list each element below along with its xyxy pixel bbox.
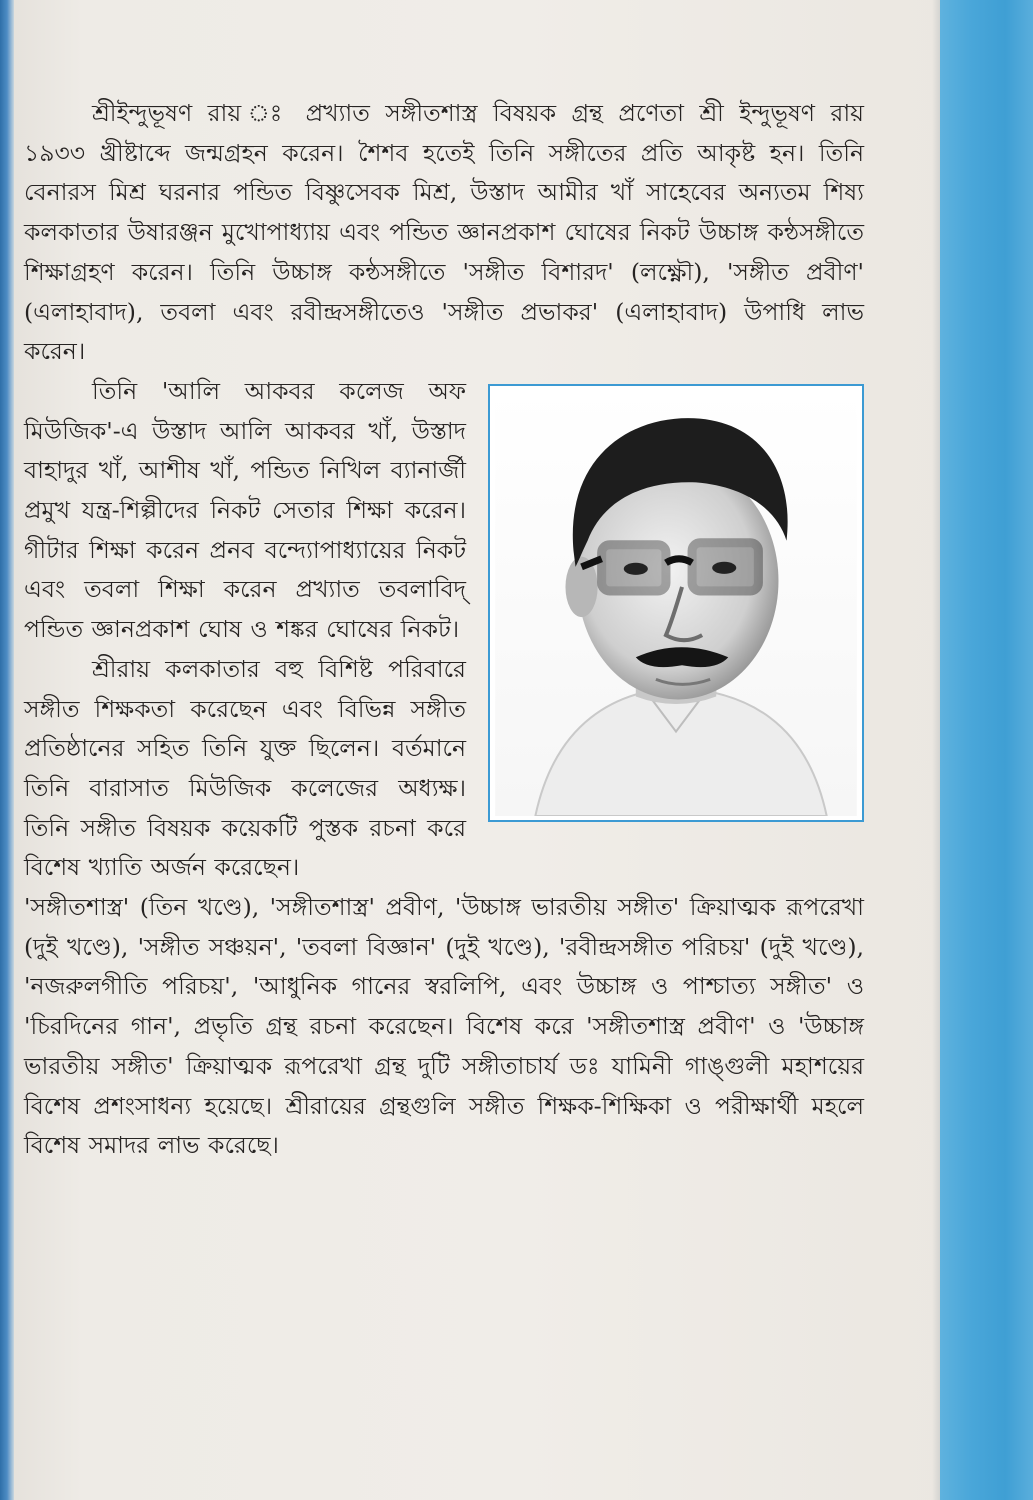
cover-left-edge xyxy=(0,0,14,1500)
bio-paragraph-4: 'সঙ্গীতশাস্ত্র' (তিন খণ্ডে), 'সঙ্গীতশাস্ত্র' প্রবীণ, 'উচ্চাঙ্গ ভারতীয় সঙ্গীত' ক্রিয়াত্মক রূপরেখা (দুই খণ্ডে), 'সঙ্গীত সঞ্চয়ন', 'তবলা বিজ্ঞান' (দুই খণ্ডে), 'রবীন্দ্রসঙ্গীত পরিচয়' (দুই খণ্ডে), 'নজরুলগীতি পরিচয়', 'আধুনিক গানের স্বরলিপি, এবং উচ্চাঙ্গ ও পাশ্চাত্য সঙ্গীত' ও 'চিরদিনের গান', প্রভৃতি গ্রন্থ রচনা করেছেন। বিশেষ করে 'সঙ্গীতশাস্ত্র প্রবীণ' ও 'উচ্চাঙ্গ ভারতীয় সঙ্গীত' ক্রিয়াত্মক রূপরেখা গ্রন্থ দুটি সঙ্গীতাচার্য ডঃ যামিনী গাঙ্গুলী মহাশয়ের বিশেষ প্রশংসাধন্য হয়েছে। শ্রীরায়ের গ্রন্থগুলি সঙ্গীত শিক্ষক-শিক্ষিকা ও পরীক্ষার্থী মহলে বিশেষ সমাদর লাভ করেছে। xyxy=(24,893,864,1160)
bio-paragraph-2: তিনি 'আলি আকবর কলেজ অফ মিউজিক'-এ উস্তাদ আলি আকবর খাঁ, উস্তাদ বাহাদুর খাঁ, আশীষ খাঁ, পন্ডিত নিখিল ব্যানার্জী প্রমুখ যন্ত্র-শিল্পীদের নিকট সেতার শিক্ষা করেন। গীটার শিক্ষা করেন প্রনব বন্দ্যোপাধ্যায়ের নিকট এবং তবলা শিক্ষা করেন প্রখ্যাত তবলাবিদ্ পন্ডিত জ্ঞানপ্রকাশ ঘোষ ও শঙ্কর ঘোষের নিকট। xyxy=(24,376,466,644)
bio-text-1: প্রখ্যাত সঙ্গীতশাস্ত্র বিষয়ক গ্রন্থ প্রণেতা শ্রী ইন্দুভূষণ রায় ১৯৩৩ খ্রীষ্টাব্দে জন্মগ্রহন করেন। শৈশব হতেই তিনি সঙ্গীতের প্রতি আকৃষ্ট হন। তিনি বেনারস মিশ্র ঘরনার পন্ডিত বিষ্ণুসেবক মিশ্র, উস্তাদ আমীর খাঁ সাহেবের অন্যতম শিষ্য কলকাতার উষারঞ্জন মুখোপাধ্যায় এবং পন্ডিত জ্ঞানপ্রকাশ ঘোষের নিকট উচ্চাঙ্গ কন্ঠসঙ্গীতে শিক্ষাগ্রহণ করেন। তিনি উচ্চাঙ্গ কন্ঠসঙ্গীতে 'সঙ্গীত বিশারদ' (লক্ষ্ণৌ), 'সঙ্গীত প্রবীণ' (এলাহাবাদ), তবলা এবং রবীন্দ্রসঙ্গীতেও 'সঙ্গীত প্রভাকর' (এলাহাবাদ) উপাধি লাভ করেন। xyxy=(24,99,864,366)
author-photo xyxy=(488,384,864,822)
bio-paragraph-3: শ্রীরায় কলকাতার বহু বিশিষ্ট পরিবারে সঙ্গীত শিক্ষকতা করেছেন এবং বিভিন্ন সঙ্গীত প্রতিষ্ঠানের সহিত তিনি যুক্ত ছিলেন। বর্তমানে তিনি বারাসাত মিউজিক কলেজের অধ্যক্ষ। তিনি সঙ্গীত বিষয়ক কয়েকটি পুস্তক রচনা করে বিশেষ খ্যাতি অর্জন করেছেন। xyxy=(24,654,466,882)
author-biography xyxy=(24,94,864,1166)
author-heading: শ্রীইন্দুভূষণ রায় ঃ xyxy=(92,99,291,127)
bio-paragraph-1 xyxy=(24,94,864,372)
book-spine xyxy=(940,0,1033,1500)
author-portrait-icon xyxy=(494,390,858,816)
